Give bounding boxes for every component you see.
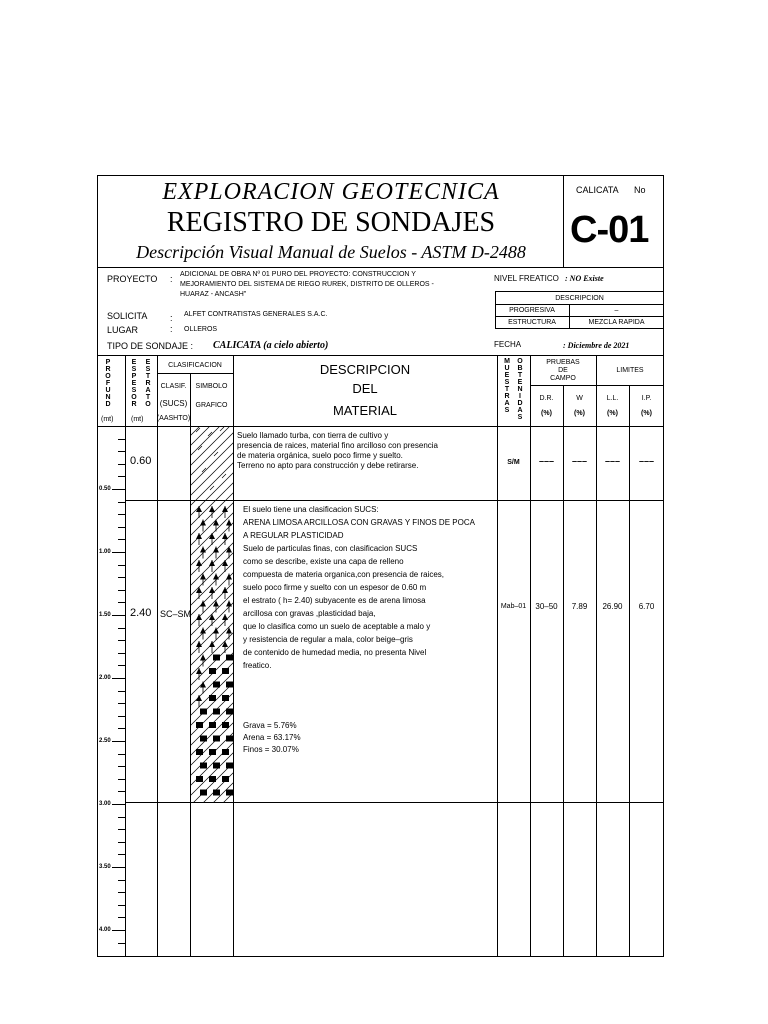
layer1-desc-line: Suelo llamado turba, con tierra de cultivo y: [237, 431, 389, 440]
depth-label: 0.50: [99, 486, 111, 492]
col-pruebas: PRUEBAS: [546, 359, 580, 366]
solicita-colon: :: [170, 313, 173, 323]
layer2-ip: 6.70: [638, 602, 655, 611]
col-espesor-letters: [130, 359, 138, 408]
layer2-desc-line: El suelo tiene una clasificacion SUCS:: [243, 505, 379, 514]
col-espesor-unit: (mt): [131, 416, 144, 423]
estrato-letter: A: [145, 387, 151, 394]
solicita-label: SOLICITA: [107, 311, 148, 321]
espesor-letter: R: [131, 401, 137, 408]
layer2-desc-line: arcillosa con gravas ,plasticidad baja,: [243, 609, 376, 618]
muestras-letter: S: [504, 407, 510, 414]
col-de: DE: [558, 367, 568, 374]
depth-label: 3.00: [99, 801, 111, 807]
strata-graphic: [190, 426, 233, 802]
depth-tick: [118, 880, 125, 881]
depth-tick: [112, 552, 125, 553]
col-campo: CAMPO: [550, 375, 576, 382]
depth-tick: [118, 842, 125, 843]
layer1-description: [237, 431, 495, 471]
title-exploracion: EXPLORACION GEOTECNICA: [162, 179, 500, 205]
col-descripcion: DESCRIPCION: [319, 362, 411, 377]
depth-tick: [118, 628, 125, 629]
proyecto-line2: MEJORAMIENTO DEL SISTEMA DE RIEGO RUREK, DISTRITO DE OLLEROS -: [180, 281, 434, 288]
obtenidas-letter: N: [517, 386, 523, 393]
muestras-letter: M: [504, 358, 510, 365]
estructura-label: ESTRUCTURA: [508, 319, 556, 326]
layer2-desc-line: compuesta de materia organica,con presencia de raices,: [243, 570, 444, 579]
fines-symbol: [200, 709, 207, 715]
fines-symbol: [200, 763, 207, 769]
depth-tick: [118, 905, 125, 906]
layer1-desc-line: de materia orgánica, suelo poco firme y suelto.: [237, 451, 403, 460]
proyecto-line3: HUARAZ - ANCASH": [180, 291, 247, 298]
layer2-arena: Arena = 63.17%: [243, 733, 301, 742]
layer2-espesor: 2.40: [130, 607, 152, 619]
depth-tick: [118, 917, 125, 918]
muestras-letter: S: [504, 379, 510, 386]
proyecto-label: PROYECTO: [107, 274, 158, 284]
espesor-letter: E: [131, 359, 137, 366]
depth-tick: [118, 716, 125, 717]
col-ll: L.L.: [606, 395, 619, 402]
profund-letter: D: [105, 401, 111, 408]
obtenidas-letter: S: [517, 414, 523, 421]
fines-symbol: [213, 709, 220, 715]
profund-letter: U: [105, 387, 111, 394]
depth-tick: [118, 464, 125, 465]
depth-tick: [118, 779, 125, 780]
espesor-letter: E: [131, 380, 137, 387]
obtenidas-letter: I: [519, 393, 521, 400]
layer2-desc-line: como se describe, existe una capa de relleno: [243, 557, 404, 566]
layer2-muestra: Mab–01: [500, 603, 527, 610]
no-label: No: [634, 185, 646, 195]
depth-label: 3.50: [99, 864, 111, 870]
col-clasif: CLASIF.: [160, 383, 187, 390]
depth-tick: [112, 489, 125, 490]
layer1-muestra: S/M: [507, 459, 520, 466]
fines-symbol: [226, 682, 233, 688]
depth-tick: [118, 451, 125, 452]
col-dr-unit: (%): [541, 410, 552, 417]
depth-tick: [112, 741, 125, 742]
estrato-letter: T: [145, 373, 151, 380]
depth-tick: [118, 590, 125, 591]
estrato-letter: R: [145, 380, 151, 387]
layer1-desc-line: presencia de raices, material fino arcilloso con presencia: [237, 441, 438, 450]
obtenidas-letter: A: [517, 407, 523, 414]
layer2-desc-line: y resistencia de regular a mala, color beige–gris: [243, 635, 413, 644]
estrato-letter: O: [145, 401, 151, 408]
estrato-letter: S: [145, 366, 151, 373]
layer2-desc-line: de contenido de humedad media, no presenta Nivel: [243, 648, 427, 657]
depth-tick: [112, 804, 125, 805]
col-simbolo: SIMBOLO: [195, 383, 228, 390]
depth-tick: [118, 691, 125, 692]
fecha-label: FECHA: [494, 340, 522, 349]
fines-symbol: [213, 763, 220, 769]
depth-label: 4.00: [99, 927, 111, 933]
title-registro: REGISTRO DE SONDAJES: [166, 207, 496, 238]
tipo-sondaje-label: TIPO DE SONDAJE :: [107, 341, 194, 351]
lugar-value: OLLEROS: [184, 326, 218, 333]
espesor-letter: O: [131, 394, 137, 401]
profund-letter: O: [105, 373, 111, 380]
fines-symbol: [222, 668, 229, 674]
layer2-ll: 26.90: [602, 602, 623, 611]
col-grafico: GRAFICO: [195, 402, 228, 409]
estructura-value: MEZCLA RAPIDA: [588, 319, 645, 326]
depth-tick: [118, 829, 125, 830]
col-clasificacion: CLASIFICACION: [168, 362, 222, 369]
layer2-sucs: SC–SM: [160, 609, 192, 619]
layer2-desc-line: freatico.: [243, 661, 272, 670]
col-w: W: [576, 395, 583, 402]
fines-symbol: [209, 668, 216, 674]
col-obtenidas-letters: [516, 358, 524, 421]
obtenidas-letter: E: [517, 379, 523, 386]
depth-tick: [112, 930, 125, 931]
muestras-letter: E: [504, 372, 510, 379]
col-dr: D.R.: [539, 395, 554, 402]
depth-tick: [118, 653, 125, 654]
profund-letter: N: [105, 394, 111, 401]
obtenidas-letter: O: [517, 358, 523, 365]
depth-tick: [118, 439, 125, 440]
depth-tick: [118, 539, 125, 540]
col-ip-unit: (%): [641, 410, 652, 417]
fines-symbol: [226, 655, 233, 661]
profund-letter: F: [105, 380, 111, 387]
fines-symbol: [209, 749, 216, 755]
col-ll-unit: (%): [607, 410, 618, 417]
depth-label: 2.50: [99, 738, 111, 744]
depth-tick: [118, 817, 125, 818]
col-del: DEL: [352, 381, 378, 396]
fines-symbol: [213, 736, 220, 742]
espesor-letter: P: [131, 373, 137, 380]
depth-tick: [118, 791, 125, 792]
fines-symbol: [196, 776, 203, 782]
depth-tick: [112, 615, 125, 616]
descripcion-mini-header: DESCRIPCION: [555, 295, 604, 302]
proyecto-colon: :: [170, 274, 173, 284]
fines-symbol: [226, 709, 233, 715]
espesor-letter: S: [131, 387, 137, 394]
layer1-espesor: 0.60: [130, 455, 152, 467]
layer2-dr: 30–50: [535, 602, 558, 611]
layer1-desc-line: Terreno no apto para construcción y debe retirarse.: [237, 461, 419, 470]
profund-letter: R: [105, 366, 111, 373]
depth-label: 1.50: [99, 612, 111, 618]
fines-symbol: [196, 749, 203, 755]
estrato-letter: T: [145, 394, 151, 401]
layer2-description: [243, 505, 495, 674]
fines-symbol: [200, 790, 207, 796]
fines-symbol: [222, 749, 229, 755]
depth-tick: [118, 892, 125, 893]
fines-symbol: [226, 763, 233, 769]
depth-tick: [112, 678, 125, 679]
layer2-desc-line: A REGULAR PLASTICIDAD: [243, 531, 344, 540]
muestras-letter: A: [504, 400, 510, 407]
tipo-sondaje-value: CALICATA (a cielo abierto): [213, 340, 329, 351]
col-w-unit: (%): [574, 410, 585, 417]
depth-label: 1.00: [99, 549, 111, 555]
depth-tick: [118, 502, 125, 503]
fines-symbol: [209, 722, 216, 728]
fines-symbol: [222, 695, 229, 701]
progresiva-label: PROGRESIVA: [509, 307, 555, 314]
fines-symbol: [196, 722, 203, 728]
col-muestras-letters: [503, 358, 511, 414]
col-profund-letters: [104, 359, 112, 408]
col-material: MATERIAL: [332, 403, 398, 418]
depth-label: 2.00: [99, 675, 111, 681]
layer2-grava: Grava = 5.76%: [243, 721, 297, 730]
lugar-label: LUGAR: [107, 325, 139, 335]
depth-tick: [118, 514, 125, 515]
fines-symbol: [213, 655, 220, 661]
depth-tick: [118, 766, 125, 767]
lugar-colon: :: [170, 324, 173, 334]
fines-symbol: [200, 736, 207, 742]
depth-tick: [118, 602, 125, 603]
obtenidas-letter: D: [517, 400, 523, 407]
col-ip: I.P.: [641, 395, 652, 402]
fines-symbol: [209, 695, 216, 701]
fecha-value: : Diciembre de 2021: [563, 341, 630, 350]
espesor-letter: S: [131, 366, 137, 373]
layer2-desc-line: suelo poco firme y suelto con un espesor de 0.60 m: [243, 583, 427, 592]
fines-symbol: [213, 790, 220, 796]
profund-letter: P: [105, 359, 111, 366]
depth-tick: [118, 565, 125, 566]
depth-tick: [118, 754, 125, 755]
fines-symbol: [209, 776, 216, 782]
depth-tick: [118, 943, 125, 944]
obtenidas-letter: B: [517, 365, 523, 372]
layer1-dr: –––: [538, 456, 555, 466]
fines-symbol: [222, 776, 229, 782]
fines-symbol: [213, 682, 220, 688]
layer1-w: –––: [571, 456, 588, 466]
layer2-finos: Finos = 30.07%: [243, 745, 299, 754]
muestras-letter: R: [504, 393, 510, 400]
fines-symbol: [226, 790, 233, 796]
layer2-desc-line: Suelo de particulas finas, con clasificacion SUCS: [243, 544, 418, 553]
depth-tick: [118, 476, 125, 477]
layer2-desc-line: el estrato ( h= 2.40) subyacente es de arena limosa: [243, 596, 426, 605]
obtenidas-letter: T: [517, 372, 523, 379]
proyecto-line1: ADICIONAL DE OBRA Nº 01 PURO DEL PROYECTO: CONSTRUCCION Y: [180, 271, 416, 278]
depth-tick: [118, 640, 125, 641]
depth-tick: [118, 577, 125, 578]
muestras-letter: U: [504, 365, 510, 372]
depth-tick: [118, 527, 125, 528]
layer2-w: 7.89: [571, 602, 588, 611]
progresiva-value: –: [614, 307, 619, 314]
calicata-label: CALICATA: [576, 185, 619, 195]
depth-tick: [118, 665, 125, 666]
title-descripcion-visual: Descripción Visual Manual de Suelos - ASTM D-2488: [136, 242, 526, 262]
solicita-value: ALFET CONTRATISTAS GENERALES S.A.C.: [184, 311, 328, 318]
layer2-desc-line: ARENA LIMOSA ARCILLOSA CON GRAVAS Y FINOS DE POCA: [243, 518, 475, 527]
layer1-ip: –––: [638, 456, 655, 466]
col-estrato-letters: [144, 359, 152, 408]
fines-symbol: [226, 736, 233, 742]
layer2-desc-line: que lo clasifica como un suelo de aceptable a malo y: [243, 622, 431, 631]
col-limites: LIMITES: [616, 367, 644, 374]
col-profund-unit: (mt): [101, 416, 114, 423]
depth-tick: [118, 854, 125, 855]
nivel-freatico-value: : NO Existe: [565, 274, 604, 283]
depth-tick: [118, 728, 125, 729]
calicata-code: C-01: [570, 209, 649, 251]
col-aashto: (AASHTO): [156, 415, 191, 422]
nivel-freatico-label: NIVEL FREATICO: [494, 274, 559, 283]
depth-tick: [118, 703, 125, 704]
muestras-letter: T: [504, 386, 510, 393]
estrato-letter: E: [145, 359, 151, 366]
fines-symbol: [222, 722, 229, 728]
depth-tick: [112, 867, 125, 868]
layer1-ll: –––: [604, 456, 621, 466]
col-sucs: (SUCS): [159, 399, 188, 408]
